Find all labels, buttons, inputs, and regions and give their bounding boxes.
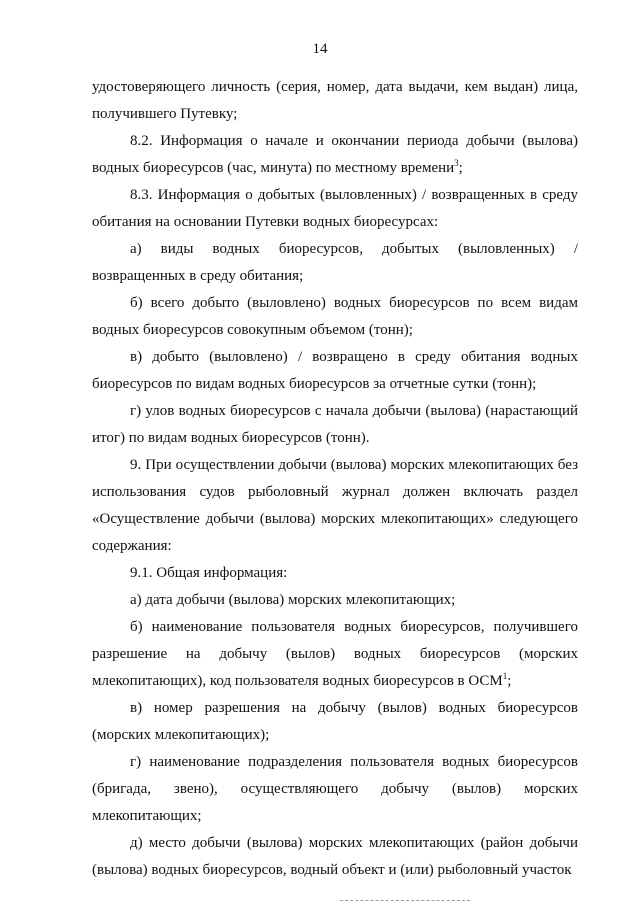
paragraph-text: г) наименование подразделения пользователя водных биоресурсов (бригада, звено), осуществляющего добычу (вылов) морских млекопитающих; <box>92 754 578 824</box>
paragraph <box>92 749 578 830</box>
paragraph-punctuation: ; <box>507 673 512 689</box>
bottom-divider <box>340 900 470 901</box>
paragraph-text: 9. При осуществлении добычи (вылова) морских млекопитающих без использования судов рыболовный журнал должен включать раздел «Осуществление добычи (вылова) морских млекопитающих» следующего содержания: <box>92 457 578 554</box>
paragraph-text: в) добыто (выловлено) / возвращено в среду обитания водных биоресурсов по видам водных биоресурсов за отчетные сутки (тонн); <box>92 349 578 392</box>
paragraph-text: 8.2. Информация о начале и окончании периода добычи (вылова) водных биоресурсов (час, минута) по местному времени <box>92 133 578 176</box>
page-number: 14 <box>312 41 328 57</box>
paragraph-text: 8.3. Информация о добытых (выловленных) / возвращенных в среду обитания на основании Путевки водных биоресурсах: <box>92 187 578 230</box>
paragraph-text: 9.1. Общая информация: <box>130 565 288 581</box>
paragraph-text: г) улов водных биоресурсов с начала добычи (вылова) (нарастающий итог) по видам водных биоресурсов (тонн). <box>92 403 578 446</box>
paragraph <box>92 182 578 236</box>
paragraph <box>92 830 578 884</box>
paragraph-text: б) всего добыто (выловлено) водных биоресурсов по всем видам водных биоресурсов совокупным объемом (тонн); <box>92 295 578 338</box>
paragraph-text: в) номер разрешения на добычу (вылов) водных биоресурсов (морских млекопитающих); <box>92 700 578 743</box>
paragraph-text: а) виды водных биоресурсов, добытых (выловленных) / возвращенных в среду обитания; <box>92 241 578 284</box>
paragraph <box>92 74 578 128</box>
paragraph <box>92 398 578 452</box>
paragraph <box>92 290 578 344</box>
paragraph <box>92 236 578 290</box>
paragraph <box>92 560 578 587</box>
paragraph <box>92 614 578 695</box>
paragraph <box>92 695 578 749</box>
paragraph-text: б) наименование пользователя водных биоресурсов, получившего разрешение на добычу (вылов) водных биоресурсов (морских млекопитающих), код пользователя водных биоресурсов в ОСМ <box>92 619 578 689</box>
footnote-marker: 3 <box>454 158 459 168</box>
paragraph <box>92 344 578 398</box>
paragraph <box>92 587 578 614</box>
paragraph-text: удостоверяющего личность (серия, номер, дата выдачи, кем выдан) лица, получившего Путевку; <box>92 79 578 122</box>
footnote-marker: 1 <box>502 671 508 681</box>
paragraph <box>92 452 578 560</box>
paragraph-text: д) место добычи (вылова) морских млекопитающих (район добычи (вылова) водных биоресурсов, водный объект и (или) рыболовный участок <box>92 835 578 878</box>
paragraph-text: а) дата добычи (вылова) морских млекопитающих; <box>130 592 456 608</box>
paragraph-punctuation: ; <box>458 160 463 176</box>
document-body <box>92 74 578 884</box>
paragraph <box>92 128 578 182</box>
